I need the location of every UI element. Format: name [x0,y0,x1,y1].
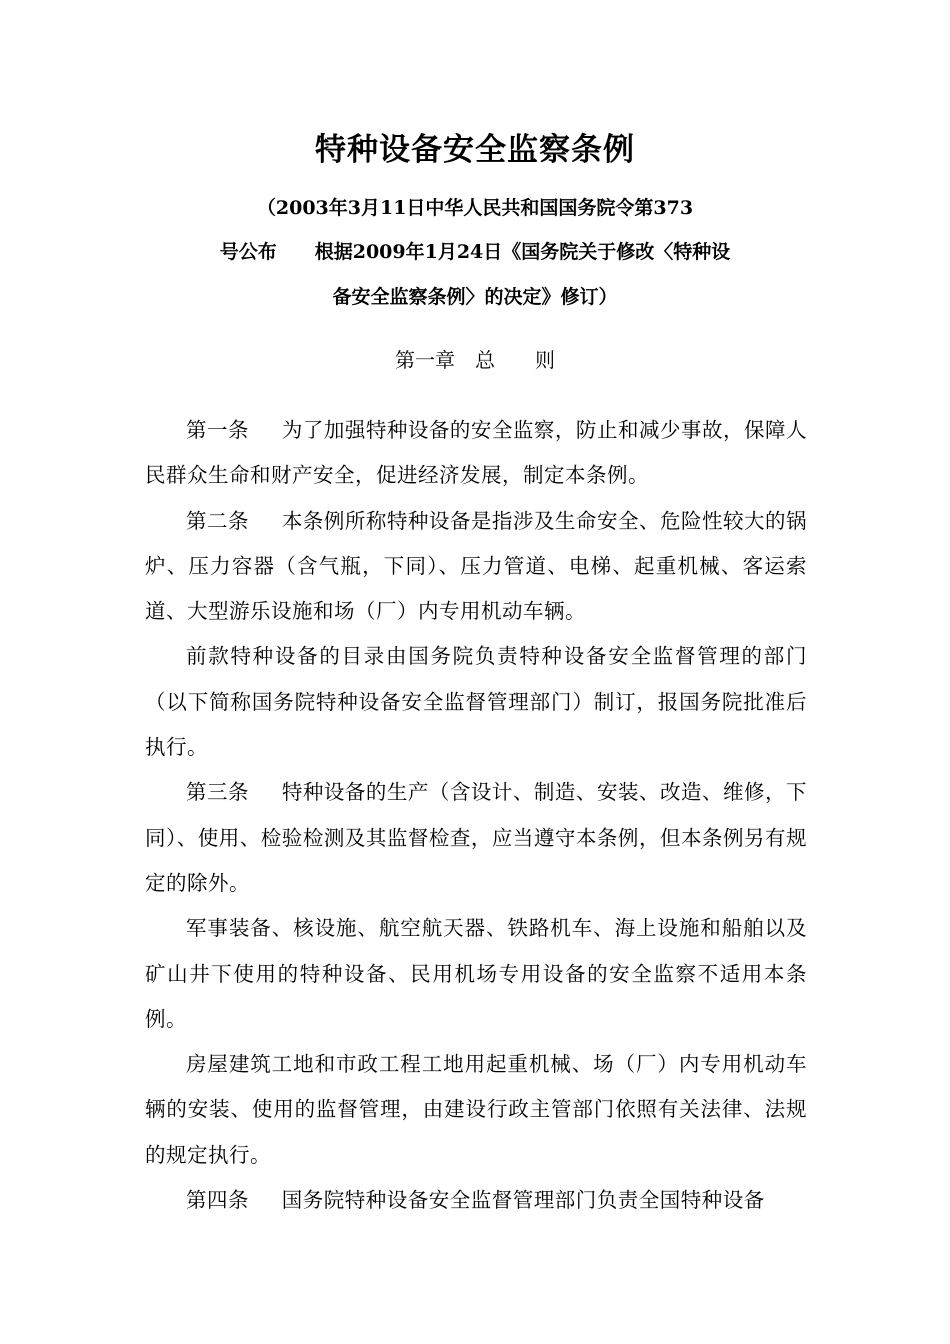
article-number: 第三条 [186,780,250,805]
paragraph-text: 前款特种设备的目录由国务院负责特种设备安全监督管理的部门（以下简称国务院特种设备安全监督管理部门）制订，报国务院批准后执行。 [145,644,807,760]
paragraph-text: 国务院特种设备安全监督管理部门负责全国特种设备 [281,1188,765,1213]
paragraph-article-2-clause-2 [145,634,807,770]
paragraph-article-3 [145,770,807,906]
article-number: 第四条 [186,1188,249,1213]
paragraph-article-3-clause-2 [145,906,807,1042]
subtitle-line-1: （2003年3月11日中华人民共和国国务院令第373 [256,197,694,219]
paragraph-text: 房屋建筑工地和市政工程工地用起重机械、场（厂）内专用机动车辆的安装、使用的监督管理，由建设行政主管部门依照有关法律、法规的规定执行。 [145,1052,807,1167]
article-number: 第二条 [186,508,250,533]
chapter-heading: 第一章 总 则 [395,348,555,372]
paragraph-text: 为了加强特种设备的安全监察，防止和减少事故，保障人民群众生命和财产安全，促进经济发展，制定本条例。 [145,418,808,488]
subtitle-line-2: 号公布 根据2009年1月24日《国务院关于修改〈特种设 [219,241,731,263]
paragraph-article-2 [145,499,807,635]
paragraph-text: 军事装备、核设施、航空航天器、铁路机车、海上设施和船舶以及矿山井下使用的特种设备、民用机场专用设备的安全监察不适用本条例。 [145,916,807,1031]
paragraph-text: 特种设备的生产（含设计、制造、安装、改造、维修，下同）、使用、检验检测及其监督检查，应当遵守本条例，但本条例另有规定的除外。 [145,780,808,895]
subtitle-line-3: 备安全监察条例〉的决定》修订） [332,286,618,308]
paragraph-article-1 [145,408,807,499]
document-body [145,408,807,1223]
paragraph-article-3-clause-3 [145,1042,807,1178]
article-number: 第一条 [186,418,250,442]
paragraph-text: 本条例所称特种设备是指涉及生命安全、危险性较大的锅炉、压力容器（含气瓶，下同）、压力管道、电梯、起重机械、客运索道、大型游乐设施和场（厂）内专用机动车辆。 [145,508,808,624]
paragraph-article-4 [145,1178,807,1223]
document-title: 特种设备安全监察条例 [315,132,635,168]
